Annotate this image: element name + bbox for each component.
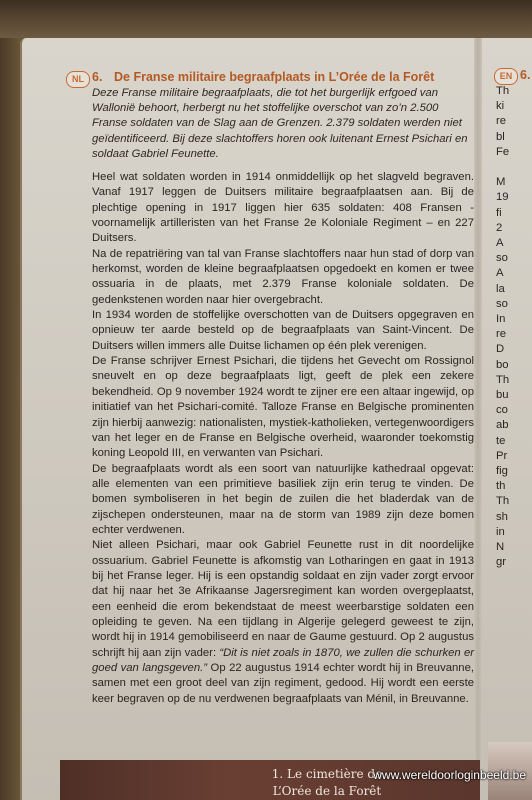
- frame-top-beam: [0, 0, 532, 38]
- paragraph-6-text: Niet alleen Psichari, maar ook Gabriel Feunette rust in dit noordelijke ossuarium. Gabriel Feunette is afkomstig van Lotharingen en gaat in 1913 bij het Franse leger. Hij is een opstandig soldaat en zijn vader zorgt ervoor dat hij naar het 3e Afrikaanse Jagersregiment kan worden overgeplaatst, een eenheid die erom bekendstaat de meest weerbarstige soldaten een opleiding te geven. Na een tijdlang in Algerije gelegerd geweest te zijn, wordt hij in 1914 gemobiliseerd en naar de Gaume gestuurd. Op 2 augustus schrijft hij aan zijn vader:: [92, 539, 474, 659]
- section-title: De Franse militaire begraafplaats in L’Orée de la Forêt: [114, 70, 435, 84]
- section-number: 6.: [92, 70, 103, 84]
- paragraph-3: In 1934 worden de stoffelijke overschotten van de Duitsers opgegraven en opnieuw ter aarde besteld op de begraafplaats van Saint-Vincent. De Duitsers willen immers alle Duitse lichamen op één plek verenigen.: [92, 309, 474, 352]
- paragraph-6-ending: Op 22 augustus 1914 echter wordt hij in Breuvanne, samen met een groot deel van zijn regiment, gedood. Hij wordt een eerste keer begraven op de nu verdwenen begraafplaats van Ménil, in Breuvanne.: [92, 662, 475, 705]
- paragraph-1: Heel wat soldaten worden in 1914 onmiddellijk op het slagveld begraven. Vanaf 1917 leggen de Duitsers militaire begraafplaatsen aan. Bij de plechtige opening in 1917 liggen hier 635 soldaten: 408 Fransen - voornamelijk artilleristen van het Franse 2e Koloniale Regiment – en 227 Duitsers.: [92, 171, 474, 245]
- intro-paragraph: Deze Franse militaire begraafplaats, die tot het burgerlijk erfgoed van Wallonië behoort, herbergt nu het stoffelijke overschot van zo’n 2.500 Franse soldaten van de Slag aan de Grenzen. 2.379 soldaten werden niet geïdentificeerd. Bij deze slachtoffers horen ook luitenant Ernest Psichari en soldaat Gabriel Feunette.: [92, 87, 468, 160]
- paragraph-6: [92, 538, 474, 707]
- english-column-cropped: Th ki re bl Fe M 19 fi 2 A so A la so In re D bo Th bu co ab te Pr fig th Th sh in N gr: [496, 85, 510, 569]
- language-badge-nl: NL: [66, 71, 90, 88]
- photo-caption: 1. Le cimetière de L’Orée de la Forêt: [271, 767, 383, 798]
- letter-quote: “Dit is niet zoals in 1870, we zullen die schurken er goed van langsgeven.”: [92, 646, 475, 674]
- en-section-number: 6.: [520, 68, 531, 82]
- body-text: [92, 170, 474, 707]
- language-badge-en: EN: [494, 68, 518, 85]
- paragraph-2: Na de repatriëring van tal van Franse slachtoffers naar hun stad of dorp van herkomst, worden de kleine begraafplaatsen opgedoekt en komen er twee ossuaria in de plaats, met 2.379 Franse koloniale soldaten. De gedenkstenen worden naar hier overgebracht.: [92, 247, 474, 306]
- column-divider: [474, 38, 482, 778]
- paragraph-4: De Franse schrijver Ernest Psichari, die tijdens het Gevecht om Rossignol sneuvelt en op deze begraafplaats ligt, geeft de plek een zekere bekendheid. Op 9 november 1924 wordt te zijner ere een altaar ingewijd, op initiatief van het Psichari-comité. Talloze Franse en Belgische prominenten zijn hierbij aanwezig: nationalisten, mystiek-katholieken, vertegenwoordigers van het leger en de Franse en Belgische overheid, waaronder toekomstig koning Leopold III, en verwanten van Psichari.: [92, 355, 474, 460]
- paragraph-5: De begraafplaats wordt als een soort van natuurlijke kathedraal opgevat: alle elementen van een primitieve basiliek zijn erin terug te vinden. De bomen symboliseren in het begin de zuilen die het bladerdak van de zijschepen ondersteunen, maar na de storm van 1989 zijn deze bomen echter verdwenen.: [92, 462, 474, 536]
- watermark: www.wereldoorloginbeeld.be: [373, 768, 526, 782]
